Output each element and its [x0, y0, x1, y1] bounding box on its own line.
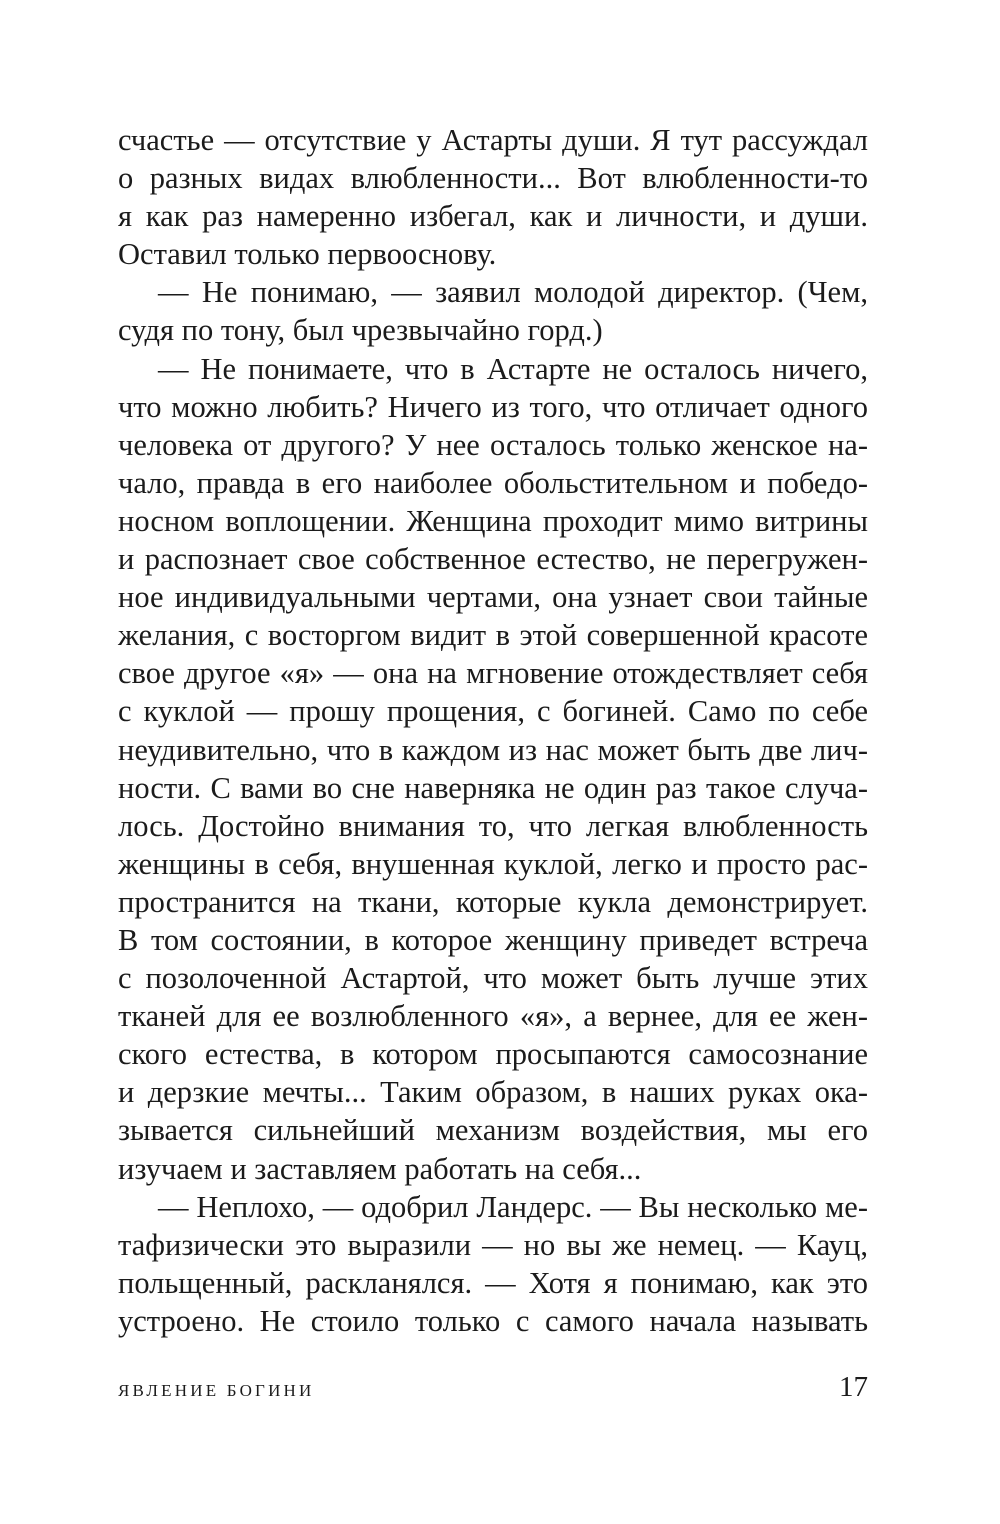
text-line: носном воплощении. Женщина проходит мимо витрины — [118, 503, 868, 538]
text-line: с куклой — прошу прощения, с богиней. Само по себе — [118, 694, 868, 729]
text-line: желания, с восторгом видит в этой совершенной красоте — [118, 618, 868, 653]
text-line: о разных видах влюбленности... Вот влюбленности-то — [118, 161, 868, 196]
text-line: — Неплохо, — одобрил Ландерс. — Вы несколько ме- — [158, 1189, 868, 1224]
text-line: ского естества, в котором просыпаются самосознание — [118, 1037, 868, 1072]
text-line: и дерзкие мечты... Таким образом, в наших руках ока- — [118, 1075, 868, 1110]
text-line: — Не понимаю, — заявил молодой директор. (Чем, — [158, 275, 868, 310]
text-line: неудивительно, что в каждом из нас может быть две лич- — [118, 732, 868, 767]
text-line: я как раз намеренно избегал, как и личности, и души. — [118, 199, 868, 234]
page-number: 17 — [839, 1371, 868, 1403]
text-line: счастье — отсутствие у Астарты души. Я тут рассуждал — [118, 123, 868, 157]
text-line: и распознает свое собственное естество, не перегружен- — [118, 542, 868, 577]
text-line: человека от другого? У нее осталось только женское на- — [118, 427, 868, 462]
text-line: В том состоянии, в которое женщину приведет встреча — [118, 922, 868, 957]
text-line: устроено. Не стоило только с самого начала называть — [118, 1303, 868, 1338]
text-line: Оставил только первооснову. — [118, 237, 497, 272]
text-line: ности. С вами во сне наверняка не один раз такое случа- — [118, 770, 868, 805]
text-line: свое другое «я» — она на мгновение отождествляет себя — [118, 656, 868, 691]
text-line: тафизически это выразили — но вы же немец. — Кауц, — [118, 1227, 868, 1262]
text-line: лось. Достойно внимания то, что легкая влюбленность — [118, 808, 868, 843]
text-line: чало, правда в его наиболее обольстительном и победо- — [118, 465, 868, 500]
text-line: что можно любить? Ничего из того, что отличает одного — [118, 389, 868, 424]
running-title: ЯВЛЕНИЕ БОГИНИ — [118, 1381, 315, 1400]
text-line: ное индивидуальными чертами, она узнает свои тайные — [118, 580, 868, 615]
body-text — [118, 121, 868, 1340]
text-line: польщенный, раскланялся. — Хотя я понимаю, как это — [118, 1265, 868, 1300]
text-line: зывается сильнейший механизм воздействия, мы его — [118, 1113, 868, 1148]
text-line: — Не понимаете, что в Астарте не осталось ничего, — [158, 351, 868, 386]
text-line: судя по тону, был чрезвычайно горд.) — [118, 313, 603, 348]
text-line: с позолоченной Астартой, что может быть лучше этих — [118, 961, 868, 996]
text-line: изучаем и заставляем работать на себя... — [118, 1151, 642, 1186]
text-line: женщины в себя, внушенная куклой, легко и просто рас- — [118, 846, 868, 881]
text-line: пространится на ткани, которые кукла демонстрирует. — [118, 884, 868, 919]
text-line: тканей для ее возлюбленного «я», а вернее, для ее жен- — [118, 999, 868, 1034]
